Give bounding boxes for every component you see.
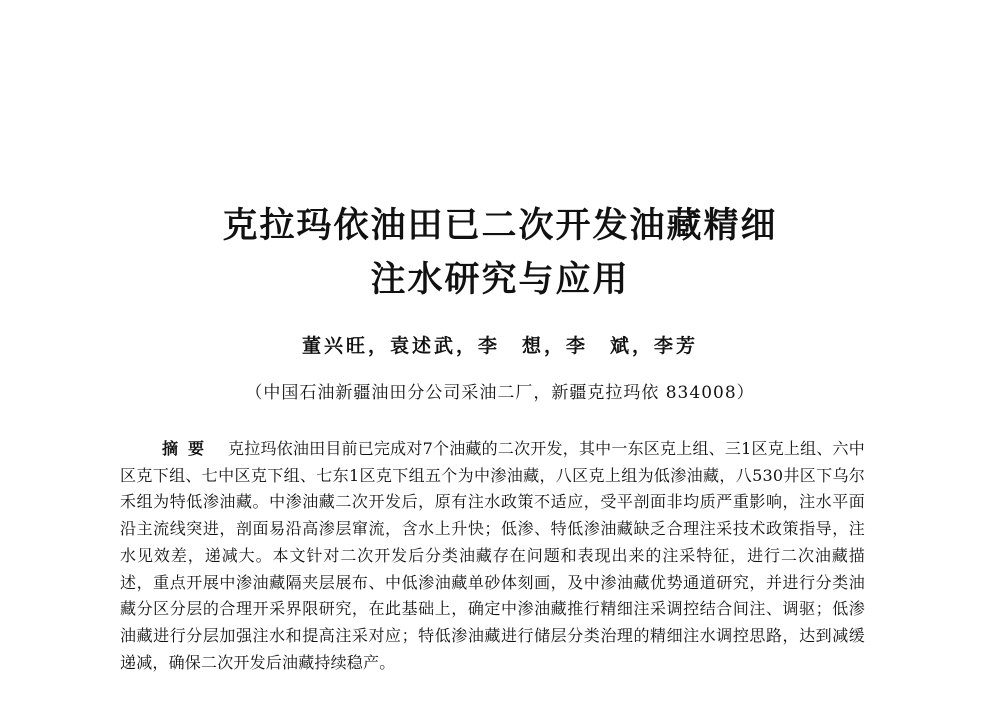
abstract-label: 摘要 bbox=[162, 439, 215, 458]
abstract-paragraph bbox=[120, 436, 865, 676]
paper-title-line-1: 克拉玛依油田已二次开发油藏精细 bbox=[222, 206, 778, 246]
author-list: 董兴旺，袁述武，李 想，李 斌，李芳 bbox=[301, 335, 698, 357]
abstract-text: 克拉玛依油田目前已完成对7个油藏的二次开发，其中一东区克上组、三1区克上组、六中区克下组、七中区克下组、七东1区克下组五个为中渗油藏，八区克上组为低渗油藏，八530井区下乌尔禾组为特低渗油藏。中渗油藏二次开发后，原有注水政策不适应，受平剖面非均质严重影响，注水平面沿主流线突进，剖面易沿高渗层窜流，含水上升快；低渗、特低渗油藏缺乏合理注采技术政策指导，注水见效差，递减大。本文针对二次开发后分类油藏存在问题和表现出来的注采特征，进行二次油藏描述，重点开展中渗油藏隔夹层展布、中低渗油藏单砂体刻画，及中渗油藏优势通道研究，并进行分类油藏分区分层的合理开采界限研究，在此基础上，确定中渗油藏推行精细注采调控结合间注、调驱；低渗油藏进行分层加强注水和提高注采对应；特低渗油藏进行储层分类治理的精细注水调控思路，达到减缓递减，确保二次开发后油藏持续稳产。 bbox=[120, 439, 865, 672]
paper-title-line-2: 注水研究与应用 bbox=[370, 260, 630, 300]
author-affiliation: （中国石油新疆油田分公司采油二厂，新疆克拉玛依 834008） bbox=[245, 383, 755, 403]
